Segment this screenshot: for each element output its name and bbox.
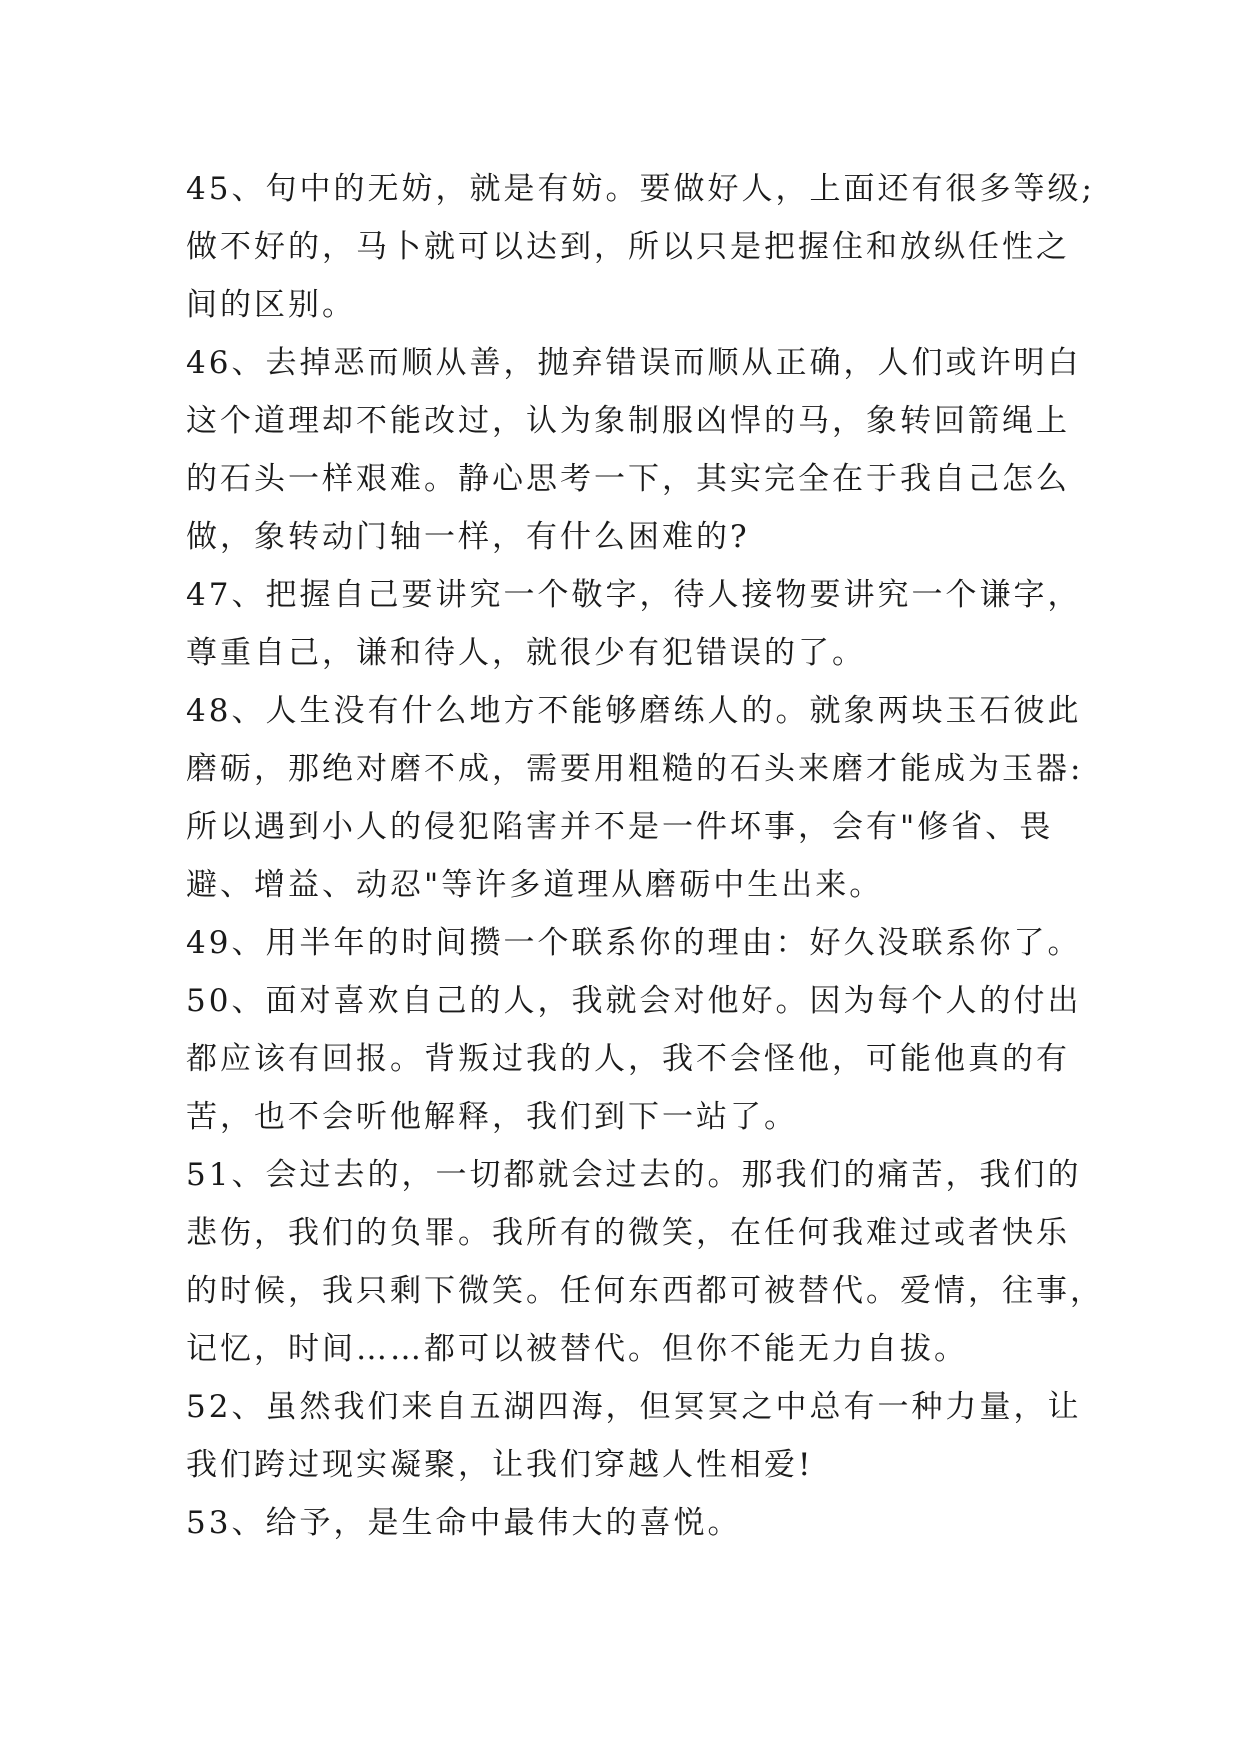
text-line: 这个道理却不能改过，认为象制服凶悍的马，象转回箭绳上: [186, 403, 1070, 439]
text-line: 苦，也不会听他解释，我们到下一站了。: [186, 1099, 798, 1135]
text-line: 都应该有回报。背叛过我的人，我不会怪他，可能他真的有: [186, 1041, 1070, 1077]
text-line: 50、面对喜欢自己的人，我就会对他好。因为每个人的付出: [186, 983, 1082, 1019]
text-line: 做不好的，马卜就可以达到，所以只是把握住和放纵任性之: [186, 229, 1070, 265]
document-body: [186, 160, 1104, 1552]
text-line: 尊重自己，谦和待人，就很少有犯错误的了。: [186, 635, 866, 671]
text-line: 我们跨过现实凝聚，让我们穿越人性相爱!: [186, 1447, 814, 1483]
text-line: 间的区别。: [186, 287, 356, 323]
text-line: 做，象转动门轴一样，有什么困难的?: [186, 519, 750, 555]
text-line: 49、用半年的时间攒一个联系你的理由：好久没联系你了。: [186, 925, 1082, 961]
text-line: 53、给予，是生命中最伟大的喜悦。: [186, 1505, 742, 1541]
text-line: 52、虽然我们来自五湖四海，但冥冥之中总有一种力量，让: [186, 1389, 1082, 1425]
text-line: 45、句中的无妨，就是有妨。要做好人，上面还有很多等级;: [186, 171, 1095, 207]
text-line: 的石头一样艰难。静心思考一下，其实完全在于我自己怎么: [186, 461, 1070, 497]
text-line: 记忆，时间……都可以被替代。但你不能无力自拔。: [186, 1331, 968, 1367]
text-line: 磨砺，那绝对磨不成，需要用粗糙的石头来磨才能成为玉器:: [186, 751, 1084, 787]
text-line: 47、把握自己要讲究一个敬字，待人接物要讲究一个谦字，: [186, 577, 1082, 613]
text-line: 避、增益、动忍"等许多道理从磨砺中生出来。: [186, 867, 884, 903]
text-line: 的时候，我只剩下微笑。任何东西都可被替代。爱情，往事，: [186, 1273, 1104, 1309]
text-line: 所以遇到小人的侵犯陷害并不是一件坏事，会有"修省、畏: [186, 809, 1054, 845]
text-line: 悲伤，我们的负罪。我所有的微笑，在任何我难过或者快乐: [186, 1215, 1070, 1251]
text-line: 51、会过去的，一切都就会过去的。那我们的痛苦，我们的: [186, 1157, 1082, 1193]
text-line: 46、去掉恶而顺从善，抛弃错误而顺从正确，人们或许明白: [186, 345, 1082, 381]
text-line: 48、人生没有什么地方不能够磨练人的。就象两块玉石彼此: [186, 693, 1082, 729]
